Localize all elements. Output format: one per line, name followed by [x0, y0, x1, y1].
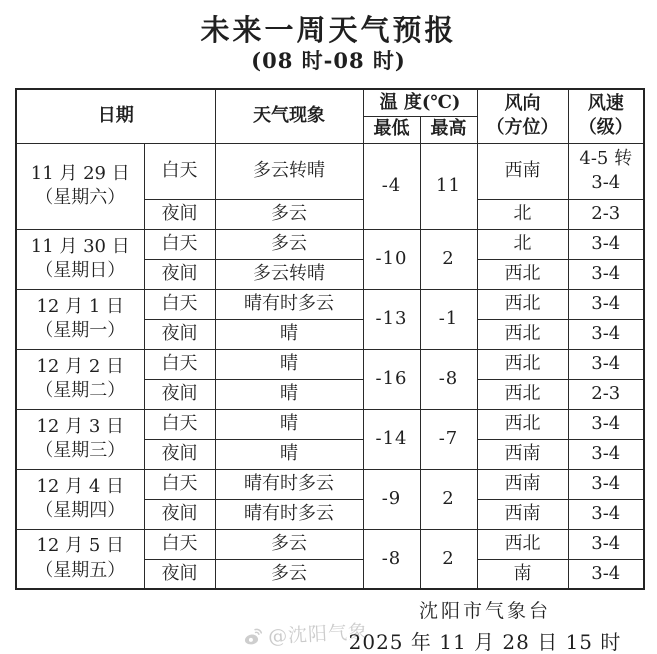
header-wind-speed-line1: 风速: [587, 92, 624, 114]
wind-speed-cell: 2-3: [568, 199, 644, 229]
header-date: 日期: [16, 89, 215, 143]
wind-speed-cell: 2-3: [568, 379, 644, 409]
wind-direction-cell: 南: [477, 559, 568, 589]
period-cell: 白天: [144, 529, 215, 559]
temp-min-cell: -16: [363, 349, 420, 409]
temp-max-cell: 2: [420, 469, 477, 529]
period-cell: 夜间: [144, 439, 215, 469]
weather-cell: 晴: [215, 409, 363, 439]
date-cell: [16, 529, 144, 589]
period-cell: 夜间: [144, 199, 215, 229]
wind-speed-cell: 3-4: [568, 349, 644, 379]
period-cell: 夜间: [144, 559, 215, 589]
date-text: 12 月 4 日: [36, 475, 125, 497]
wind-direction-cell: 西北: [477, 529, 568, 559]
wind-speed-cell: 3-4: [568, 439, 644, 469]
weather-cell: 晴有时多云: [215, 289, 363, 319]
wind-direction-cell: 西北: [477, 349, 568, 379]
period-cell: 白天: [144, 409, 215, 439]
wind-direction-cell: 西北: [477, 289, 568, 319]
date-text: 12 月 1 日: [36, 295, 125, 317]
date-text: 12 月 3 日: [36, 415, 125, 437]
weekday-text: （星期二）: [35, 380, 126, 401]
weather-cell: 晴: [215, 439, 363, 469]
date-cell: [16, 409, 144, 469]
temp-max-cell: -8: [420, 349, 477, 409]
temp-max-cell: -1: [420, 289, 477, 349]
period-cell: 夜间: [144, 379, 215, 409]
forecast-row-day: [16, 143, 644, 199]
wind-speed-cell: 3-4: [568, 409, 644, 439]
wind-speed-cell: 3-4: [568, 229, 644, 259]
wind-speed-cell: 3-4: [568, 499, 644, 529]
period-cell: 白天: [144, 229, 215, 259]
header-wind-direction-line1: 风向: [504, 92, 541, 114]
forecast-table: [15, 88, 645, 590]
temp-max-cell: 2: [420, 529, 477, 589]
header-weather: 天气现象: [215, 89, 363, 143]
period-cell: 夜间: [144, 499, 215, 529]
weekday-text: （星期五）: [35, 559, 126, 581]
weibo-icon: [243, 626, 264, 647]
period-cell: 白天: [144, 469, 215, 499]
temp-min-cell: -10: [363, 229, 420, 289]
wind-direction-cell: 北: [477, 229, 568, 259]
wind-speed-cell: 3-4: [568, 469, 644, 499]
period-cell: 白天: [144, 143, 215, 199]
wind-speed-cell: 3-4: [568, 559, 644, 589]
weekday-text: （星期一）: [35, 320, 126, 341]
weekday-text: （星期四）: [35, 500, 126, 521]
issue-datetime: 2025 年 11 月 28 日 15 时: [348, 630, 622, 654]
temp-min-cell: -9: [363, 469, 420, 529]
period-cell: 夜间: [144, 259, 215, 289]
page-title: 未来一周天气预报: [200, 13, 457, 47]
period-cell: 白天: [144, 289, 215, 319]
date-cell: [16, 289, 144, 349]
footer: [325, 596, 645, 654]
wind-direction-cell: 西南: [477, 143, 568, 199]
temp-min-cell: -8: [363, 529, 420, 589]
forecast-row-day: [16, 229, 644, 259]
period-cell: 白天: [144, 349, 215, 379]
temp-min-cell: -13: [363, 289, 420, 349]
header-temp-max: 最高: [420, 116, 477, 143]
date-cell: [16, 143, 144, 229]
weekday-text: （星期六）: [35, 187, 126, 208]
weather-cell: 多云: [215, 559, 363, 589]
wind-direction-cell: 西南: [477, 469, 568, 499]
issuing-agency: 沈阳市气象台: [418, 600, 551, 622]
temp-max-cell: 11: [420, 143, 477, 229]
wind-speed-cell: 3-4: [568, 259, 644, 289]
forecast-row-day: [16, 349, 644, 379]
weekday-text: （星期日）: [35, 260, 126, 281]
forecast-row-day: [16, 409, 644, 439]
wind-direction-cell: 西北: [477, 409, 568, 439]
wind-direction-cell: 西南: [477, 499, 568, 529]
wind-speed-cell: 3-4: [568, 319, 644, 349]
date-text: 12 月 2 日: [36, 355, 125, 377]
weather-cell: 多云: [215, 229, 363, 259]
forecast-row-day: [16, 469, 644, 499]
wind-direction-cell: 西南: [477, 439, 568, 469]
header-temperature: 温 度(℃): [363, 89, 477, 116]
wind-speed-cell: 3-4: [568, 529, 644, 559]
header-wind-direction: [477, 89, 568, 143]
temp-max-cell: -7: [420, 409, 477, 469]
date-text: 12 月 5 日: [36, 535, 125, 557]
weather-cell: 多云转晴: [215, 259, 363, 289]
wind-direction-cell: 西北: [477, 259, 568, 289]
weather-cell: 晴有时多云: [215, 499, 363, 529]
wind-direction-cell: 北: [477, 199, 568, 229]
wind-speed-cell: 3-4: [568, 289, 644, 319]
weather-cell: 多云: [215, 529, 363, 559]
weather-cell: 多云: [215, 199, 363, 229]
page-subtitle: (08 时-08 时): [251, 48, 406, 73]
date-text: 11 月 29 日: [30, 162, 130, 184]
temp-min-cell: -14: [363, 409, 420, 469]
weekday-text: （星期三）: [35, 440, 126, 461]
date-cell: [16, 469, 144, 529]
wind-direction-cell: 西北: [477, 379, 568, 409]
date-cell: [16, 349, 144, 409]
temp-max-cell: 2: [420, 229, 477, 289]
weather-cell: 晴有时多云: [215, 469, 363, 499]
weather-cell: 晴: [215, 349, 363, 379]
header-wind-direction-line2: （方位）: [486, 117, 559, 139]
weather-cell: 多云转晴: [215, 143, 363, 199]
wind-direction-cell: 西北: [477, 319, 568, 349]
header-temp-min: 最低: [363, 116, 420, 143]
watermark-handle: @沈阳气象: [267, 620, 369, 648]
date-text: 11 月 30 日: [30, 235, 130, 257]
header-wind-speed: [568, 89, 644, 143]
period-cell: 夜间: [144, 319, 215, 349]
forecast-row-day: [16, 529, 644, 559]
forecast-row-day: [16, 289, 644, 319]
header-wind-speed-line2: （级）: [578, 117, 633, 139]
weather-cell: 晴: [215, 379, 363, 409]
weather-cell: 晴: [215, 319, 363, 349]
date-cell: [16, 229, 144, 289]
temp-min-cell: -4: [363, 143, 420, 229]
header-row-top: [16, 89, 644, 116]
wind-speed-cell: 4-5 转 3-4: [568, 143, 644, 199]
